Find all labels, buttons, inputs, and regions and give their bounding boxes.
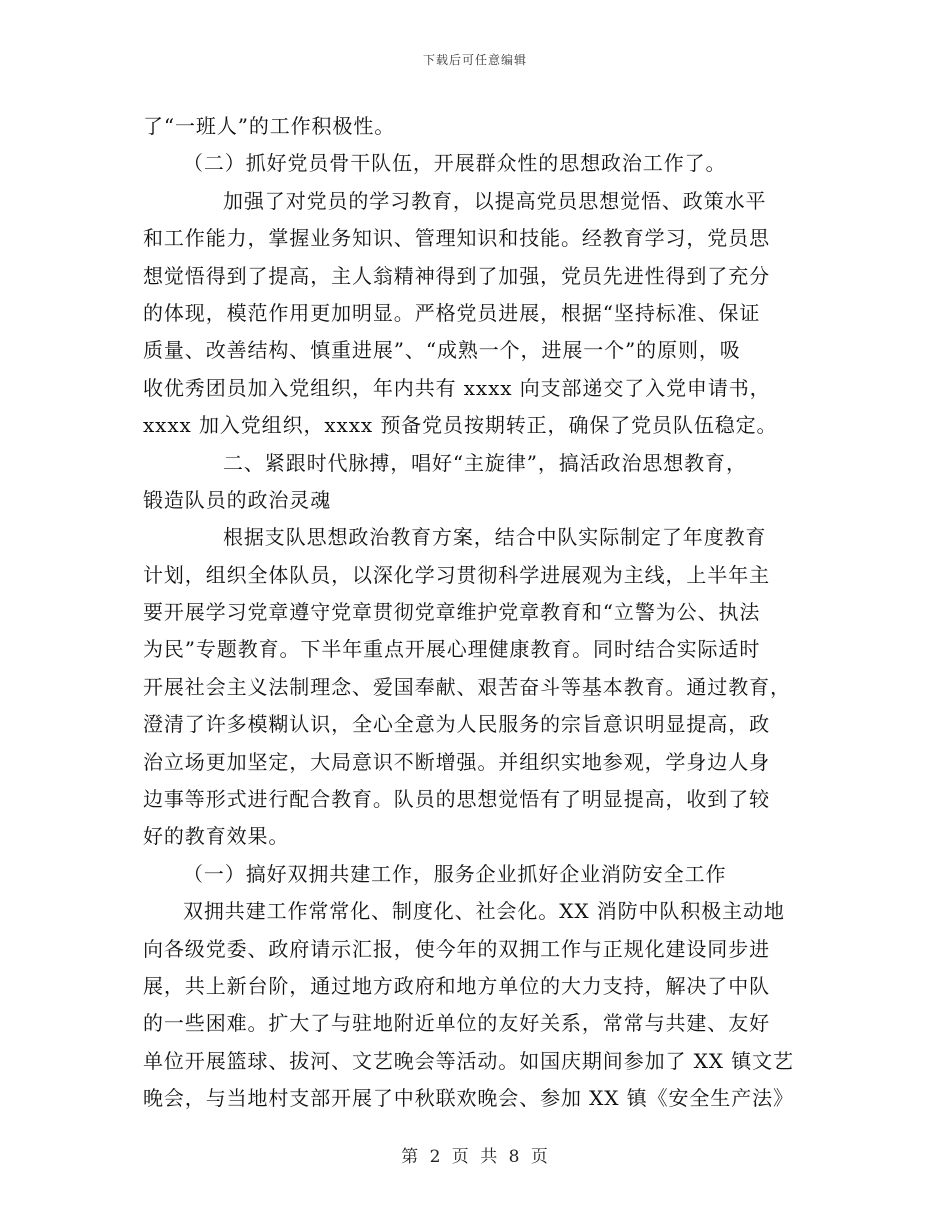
text-line: 了“一班人”的工作积极性。 (143, 114, 396, 138)
text-line: 为民”专题教育。下半年重点开展心理健康教育。同时结合实际适时 (143, 637, 761, 662)
page-header: 下载后可任意编辑 (422, 53, 527, 67)
text-line: 展，共上新台阶，通过地方政府和地方单位的大力支持，解决了中队 (143, 973, 770, 998)
text-line: 治立场更加坚定，大局意识不断增强。并组织实地参观，学身边人身 (143, 749, 770, 774)
section-heading: （二）抓好党员骨干队伍，开展群众性的思想政治工作了。 (183, 151, 727, 176)
text-line: 好的教育效果。 (143, 824, 290, 849)
text-line: 开展社会主义法制理念、爱国奉献、艰苦奋斗等基本教育。通过教育， (143, 674, 791, 699)
section-heading: 锻造队员的政治灵魂 (143, 487, 332, 512)
document-body (143, 108, 808, 1118)
text-line: 加强了对党员的学习教育，以提高党员思想觉悟、政策水平 (223, 188, 767, 213)
text-line: 向各级党委、政府请示汇报，使今年的双拥工作与正规化建设同步进 (143, 936, 770, 961)
text-line: 想觉悟得到了提高，主人翁精神得到了加强，党员先进性得到了充分 (143, 263, 770, 288)
text-line: 和工作能力，掌握业务知识、管理知识和技能。经教育学习，党员思 (143, 226, 770, 251)
text-line: 计划，组织全体队员，以深化学习贯彻科学进展观为主线，上半年主 (143, 562, 770, 587)
text-line: 双拥共建工作常常化、制度化、社会化。XX 消防中队积极主动地 (183, 899, 785, 924)
text-line: 晚会，与当地村支部开展了中秋联欢晚会、参加 XX 镇《安全生产法》 (143, 1086, 794, 1111)
text-line: 的一些困难。扩大了与驻地附近单位的友好关系，常常与共建、友好 (143, 1011, 770, 1036)
section-heading: 二、紧跟时代脉搏，唱好“主旋律”，搞活政治思想教育， (223, 450, 747, 475)
text-line: 单位开展篮球、拔河、文艺晚会等活动。如国庆期间参加了 XX 镇文艺 (143, 1048, 794, 1073)
page-number: 第 2 页 共 8 页 (401, 1147, 549, 1167)
text-line: 边事等形式进行配合教育。队员的思想觉悟有了明显提高，收到了较 (143, 787, 770, 812)
text-line: 根据支队思想政治教育方案，结合中队实际制定了年度教育 (223, 525, 767, 550)
text-line: 的体现，模范作用更加明显。严格党员进展，根据“坚持标准、保证 (143, 300, 761, 325)
text-line: 要开展学习党章遵守党章贯彻党章维护党章教育和“立警为公、执法 (143, 600, 761, 625)
text-line: xxxx 加入党组织，xxxx 预备党员按期转正，确保了党员队伍稳定。 (143, 413, 778, 438)
text-line: 收优秀团员加入党组织，年内共有 xxxx 向支部递交了入党申请书， (143, 375, 771, 400)
section-heading: （一）搞好双拥共建工作，服务企业抓好企业消防安全工作 (183, 861, 727, 886)
text-line: 澄清了许多模糊认识，全心全意为人民服务的宗旨意识明显提高，政 (143, 712, 770, 737)
text-line: 质量、改善结构、慎重进展”、“成熟一个，进展一个”的原则，吸 (143, 338, 741, 363)
